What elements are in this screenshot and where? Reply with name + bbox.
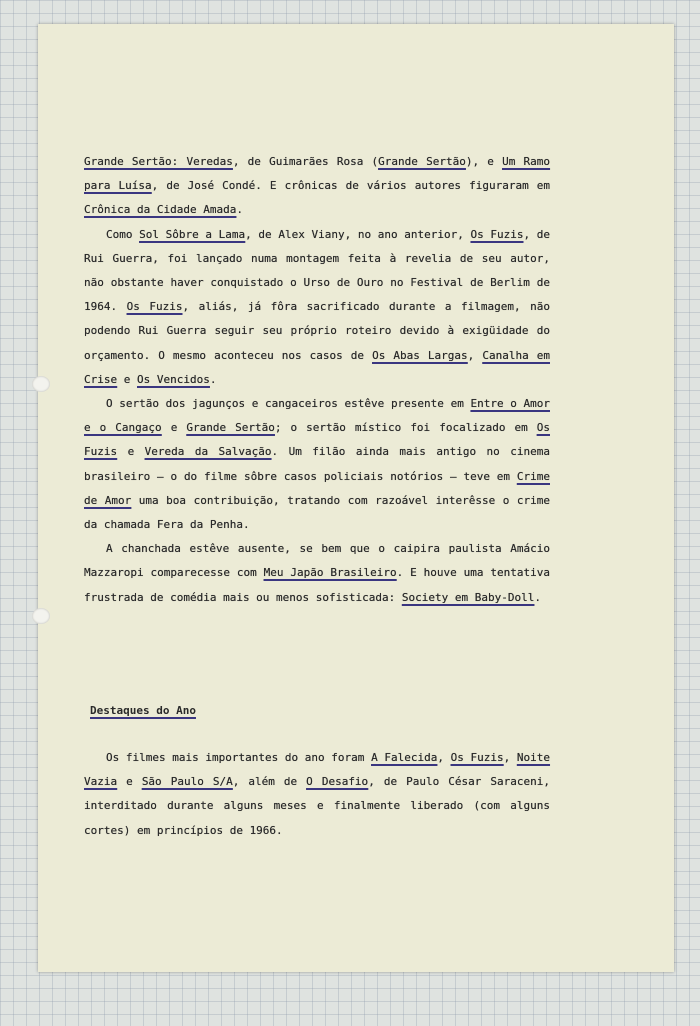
film-title: Crime de Amor bbox=[84, 469, 550, 507]
text-run: , de José Condé. E crônicas de vários autores figuraram em bbox=[151, 179, 550, 193]
film-title: Crônica da Cidade Amada bbox=[84, 203, 237, 217]
text-run: , aliás, já fôra sacrificado durante a filmagem, não podendo Rui Guerra seguir seu próprio roteiro devido à exigüidade do orçamento. O mesmo aconteceu nos casos de bbox=[84, 300, 550, 362]
text-run: ), e bbox=[465, 155, 503, 168]
text-run: e bbox=[117, 445, 145, 459]
text-run: Os filmes mais importantes do ano foram bbox=[106, 751, 372, 764]
film-title: Grande Sertão bbox=[186, 421, 275, 435]
film-title: Meu Japão Brasileiro bbox=[263, 566, 397, 580]
text-run: Como bbox=[106, 227, 140, 241]
film-title: Um Ramo para Luísa bbox=[84, 155, 551, 193]
text-run: uma boa contribuição, tratando com razoável interêsse o crime da chamada Fera da Penha. bbox=[84, 493, 550, 532]
paragraph-2 bbox=[84, 223, 550, 392]
film-title: Os Fuzis bbox=[126, 300, 183, 314]
text-run: O sertão dos jagunços e cangaceiros estêve presente em bbox=[106, 397, 471, 411]
text-run: , bbox=[467, 348, 483, 362]
paragraph-5 bbox=[84, 746, 550, 843]
paragraph-3 bbox=[84, 392, 550, 537]
film-title: Os Fuzis bbox=[470, 227, 524, 241]
typed-page bbox=[38, 24, 674, 972]
film-title: Noite Vazia bbox=[84, 751, 551, 789]
film-title: São Paulo S/A bbox=[141, 775, 233, 789]
text-run: , de Guimarães Rosa ( bbox=[232, 155, 379, 168]
text-run: , de Rui Guerra, foi lançado numa montagem feita à revelia de seu autor, não obstante haver conquistado o Urso de Ouro no Festival de Berlim de 1964. bbox=[84, 227, 550, 314]
section-heading bbox=[90, 704, 196, 717]
text-run: , bbox=[503, 751, 517, 764]
film-title: Grande Sertão: Veredas bbox=[84, 155, 233, 168]
text-run: , de Paulo César Saraceni, interditado durante alguns meses e finalmente liberado (com alguns cortes) em princípios de 1966. bbox=[84, 775, 550, 837]
text-run: ; o sertão místico foi focalizado em bbox=[274, 421, 537, 435]
film-title: Sol Sôbre a Lama bbox=[139, 227, 246, 241]
film-title: Entre o Amor e o Cangaço bbox=[84, 397, 550, 435]
text-run: A chanchada estêve ausente, se bem que o caipira paulista Amácio Mazzaropi comparecesse com bbox=[84, 542, 550, 580]
film-title: Grande Sertão bbox=[378, 155, 466, 168]
film-title: Os Vencidos bbox=[137, 372, 210, 386]
body-text-2 bbox=[84, 746, 550, 843]
body-text bbox=[84, 150, 550, 610]
text-run: . bbox=[209, 372, 217, 386]
heading-text: Destaques do Ano bbox=[90, 704, 196, 717]
text-run: e bbox=[161, 421, 187, 435]
paragraph-1 bbox=[84, 150, 550, 223]
text-run: e bbox=[117, 372, 137, 386]
text-run: . bbox=[236, 203, 243, 217]
text-run: , bbox=[437, 751, 451, 764]
text-run: , de Alex Viany, no ano anterior, bbox=[245, 227, 471, 241]
film-title: Society em Baby-Doll bbox=[401, 590, 535, 604]
film-title: Os Abas Largas bbox=[372, 348, 468, 362]
film-title: Canalha em Crise bbox=[84, 348, 550, 386]
film-title: Vereda da Salvação bbox=[144, 445, 272, 459]
text-run: . bbox=[534, 590, 541, 604]
punch-hole bbox=[32, 376, 50, 392]
film-title: O Desafio bbox=[306, 775, 369, 789]
text-run: . E houve uma tentativa frustrada de comédia mais ou menos sofisticada: bbox=[84, 566, 551, 604]
paragraph-4 bbox=[84, 537, 550, 610]
text-run: e bbox=[117, 775, 142, 789]
text-run: . Um filão ainda mais antigo no cinema brasileiro — o do filme sôbre casos policiais notórios — teve em bbox=[84, 445, 550, 483]
punch-hole bbox=[32, 608, 50, 624]
film-title: A Falecida bbox=[371, 751, 438, 764]
text-run: , além de bbox=[232, 775, 307, 789]
film-title: Os Fuzis bbox=[450, 751, 504, 764]
film-title: Os Fuzis bbox=[84, 421, 550, 459]
